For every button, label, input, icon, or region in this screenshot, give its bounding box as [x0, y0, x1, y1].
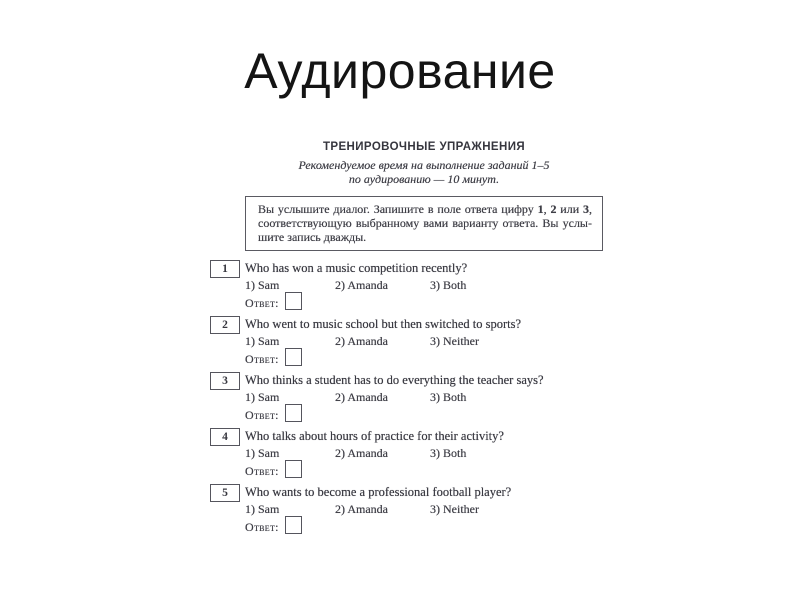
answer-label: Ответ:	[245, 408, 279, 422]
answer-box	[285, 292, 302, 310]
answer-box	[285, 516, 302, 534]
time-note	[245, 159, 603, 186]
question-block	[222, 484, 603, 540]
instruction-line	[258, 230, 592, 244]
instruction-box	[245, 196, 603, 251]
time-note-line-2: по аудированию — 10 минут.	[348, 171, 500, 186]
option: 2) Amanda	[335, 446, 388, 460]
worksheet-scan	[210, 140, 603, 540]
slide-title: Аудирование	[244, 43, 556, 99]
answer-row	[245, 520, 603, 535]
option: 2) Amanda	[335, 390, 388, 404]
worksheet-column	[222, 140, 603, 540]
question-text: Who wants to become a professional football player?	[245, 485, 512, 499]
question-number: 3	[222, 375, 228, 387]
instruction-text: ,	[543, 202, 551, 216]
instruction-line	[258, 216, 592, 230]
answer-label: Ответ:	[245, 296, 279, 310]
instruction-text: или	[556, 202, 583, 216]
question-block	[222, 316, 603, 372]
time-note-line-1: Рекомендуемое время на выполнение заданий 1–5	[298, 158, 550, 172]
question-number: 5	[222, 487, 228, 499]
question-text: Who went to music school but then switched to sports?	[245, 317, 522, 331]
question-block	[222, 260, 603, 316]
instruction-bold-digit: 2	[550, 202, 557, 216]
option: 3) Both	[430, 278, 467, 292]
question-number: 1	[222, 263, 228, 275]
question-list	[222, 260, 603, 540]
instruction-bold-digit: 3	[583, 202, 589, 216]
worksheet-heading: ТРЕНИРОВОЧНЫЕ УПРАЖНЕНИЯ	[322, 141, 526, 153]
question-number: 2	[222, 319, 228, 331]
instruction-text: соответствующую выбранному вами варианту ответа. Вы услы-	[258, 216, 592, 230]
question-number-box	[210, 260, 240, 278]
question-number: 4	[222, 431, 228, 443]
instruction-bold-digit: 1	[537, 202, 544, 216]
question-text: Who talks about hours of practice for their activity?	[245, 429, 504, 443]
question-block	[222, 372, 603, 428]
instruction-text: шите запись дважды.	[258, 230, 367, 244]
answer-label: Ответ:	[245, 464, 279, 478]
option: 3) Neither	[430, 502, 479, 516]
option: 3) Both	[430, 446, 467, 460]
instruction-line	[258, 202, 592, 216]
option: 1) Sam	[245, 390, 280, 404]
option: 1) Sam	[245, 278, 280, 292]
answer-label: Ответ:	[245, 352, 279, 366]
answer-box	[285, 348, 302, 366]
option: 3) Both	[430, 390, 467, 404]
answer-box	[285, 404, 302, 422]
instruction-text: Вы услышите диалог. Запишите в поле ответа цифру	[258, 202, 538, 216]
answer-box	[285, 460, 302, 478]
question-number-box	[210, 484, 240, 502]
option: 1) Sam	[245, 446, 280, 460]
option: 1) Sam	[245, 334, 280, 348]
question-block	[222, 428, 603, 484]
instruction-text: ,	[589, 202, 592, 216]
answer-row	[245, 296, 603, 311]
question-text: Who has won a music competition recently?	[245, 261, 468, 275]
answer-label: Ответ:	[245, 520, 279, 534]
option: 2) Amanda	[335, 334, 388, 348]
answer-row	[245, 408, 603, 423]
question-text: Who thinks a student has to do everything the teacher says?	[245, 373, 544, 387]
option: 2) Amanda	[335, 278, 388, 292]
question-number-box	[210, 372, 240, 390]
option: 2) Amanda	[335, 502, 388, 516]
option: 1) Sam	[245, 502, 280, 516]
question-number-box	[210, 428, 240, 446]
answer-row	[245, 464, 603, 479]
question-number-box	[210, 316, 240, 334]
answer-row	[245, 352, 603, 367]
option: 3) Neither	[430, 334, 479, 348]
